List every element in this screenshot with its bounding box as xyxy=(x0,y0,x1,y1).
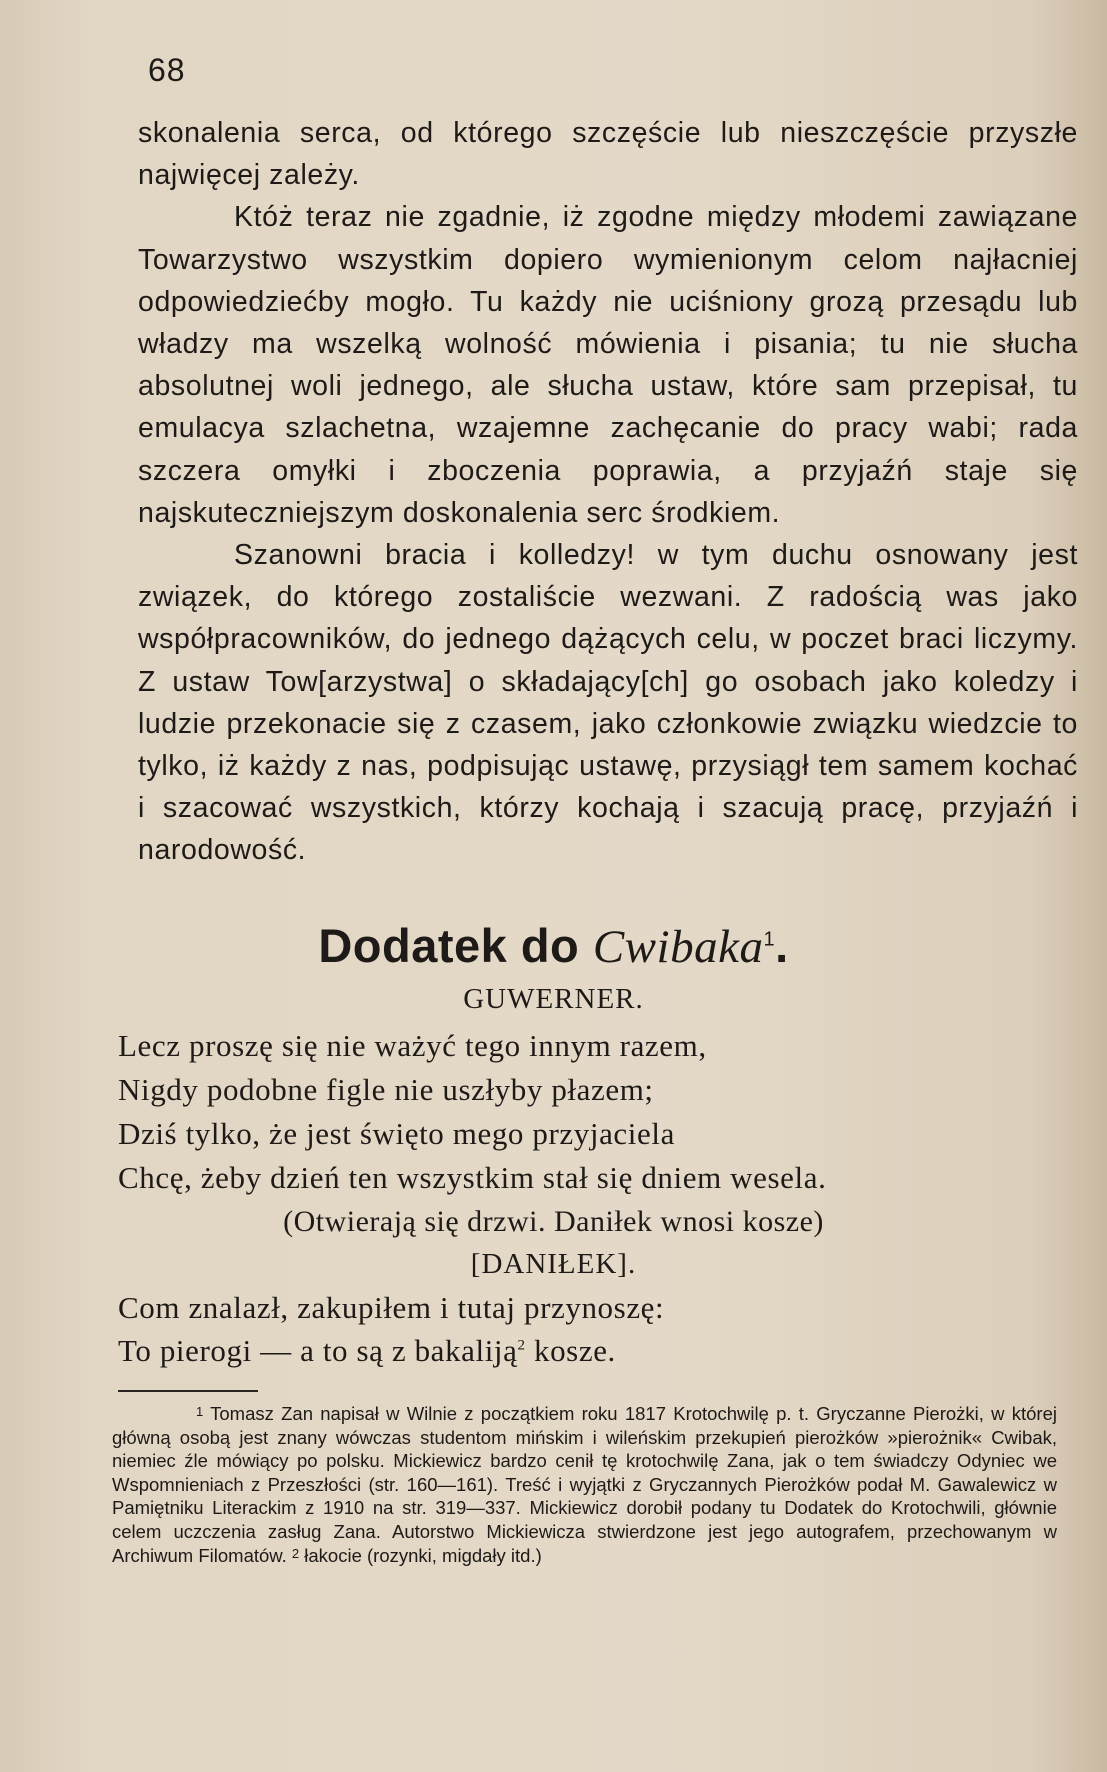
verse-line-6-start: To pierogi — a to są z bakaliją xyxy=(118,1333,518,1368)
footnotes xyxy=(112,1402,1057,1567)
speaker-guwerner: GUWERNER. xyxy=(463,983,644,1015)
footnote-2-text: łakocie (rozynki, migdały itd.) xyxy=(304,1544,542,1566)
verse-line-1: Lecz proszę się nie ważyć tego innym razem, xyxy=(118,1028,707,1063)
verse-line-6 xyxy=(118,1333,616,1369)
page-number: 68 xyxy=(148,52,186,88)
verse-line-3: Dziś tylko, że jest święto mego przyjaciela xyxy=(118,1116,675,1151)
footnote-1-text: Tomasz Zan napisał w Wilnie z początkiem roku 1817 Krotochwilę p. t. Gryczanne Pierożki, w której główną osobą jest znany wówczas studentom mińskim i wileńskim przekupień pierożków »pierożnik« Cwibak, niemiec źle mówiący po polsku. Mickiewicz bardzo cenił tę krotochwilę Zana, jak o tem świadczy Odyniec we Wspomnieniach z Przeszłości (str. 160—161). Treść i wyjątki z Gryczannych Pierożków podał M. Gawalewicz w Pamiętniku Literackim z 1910 na str. 319—337. Mickiewicz dorobił podany tu Dodatek do Krotochwili, głównie celem uczczenia zasług Zana. Autorstwo Mickiewicza stwierdzone jest jego autografem, przechowanym w Archiwum Filomatów. xyxy=(112,1403,1057,1566)
section-title-footnote-mark: 1 xyxy=(763,928,776,951)
section-title-italic: Cwibaka xyxy=(592,921,764,973)
stage-direction: (Otwierają się drzwi. Daniłek wnosi kosze) xyxy=(283,1205,824,1238)
verse-line-2: Nigdy podobne figle nie uszłyby płazem; xyxy=(118,1072,654,1107)
verse-line-6-footnote-mark: 2 xyxy=(517,1337,526,1354)
footnote-2-mark: 2 xyxy=(291,1545,300,1561)
paragraph-2: Któż teraz nie zgadnie, iż zgodne między młodemi zawiązane Towarzystwo wszystkim dopiero wymienionym celom najłacniej odpowiedziećby mogło. Tu każdy nie uciśniony grozą przesądu lub władzy ma wszelką wolność mówienia i pisania; tu nie słucha absolutnej woli jednego, ale słucha ustaw, które sam przepisał, tu emulacya szlachetna, wzajemne zachęcanie do pracy wabi; rada szczera omyłki i zboczenia poprawia, a przyjaźń staje się najskuteczniejszym doskonalenia serc środkiem. xyxy=(138,201,1078,529)
verse-line-5: Com znalazł, zakupiłem i tutaj przynoszę: xyxy=(118,1290,665,1325)
section-title-plain: Dodatek do xyxy=(318,919,593,972)
verse-line-6-end: kosze. xyxy=(525,1333,616,1368)
footnote-divider xyxy=(118,1390,258,1392)
section-title xyxy=(0,918,1107,974)
footnote-block xyxy=(112,1402,1057,1567)
footnote-1-mark: 1 xyxy=(196,1404,204,1419)
speaker-danilek: [DANIŁEK]. xyxy=(470,1248,637,1280)
section-title-end: . xyxy=(775,919,789,972)
paragraph-1: skonalenia serca, od którego szczęście lub nieszczęście przyszłe najwięcej zależy. xyxy=(138,117,1078,192)
paragraph-3: Szanowni bracia i kolledzy! w tym duchu osnowany jest związek, do którego zostaliście wezwani. Z radością was jako współpracowników, do jednego dążących celu, w poczet braci liczymy. Z ustaw Tow[arzystwa] o składający[ch] go osobach jako koledzy i ludzie przekonacie się z czasem, jako członkowie związku wiedzcie to tylko, iż każdy z nas, podpisując ustawę, przysiągł tem samem kochać i szacować wszystkich, którzy kochają i szacują pracę, przyjaźń i narodowość. xyxy=(138,539,1078,867)
verse-line-4: Chcę, żeby dzień ten wszystkim stał się dniem wesela. xyxy=(118,1160,827,1195)
body-text xyxy=(138,112,1078,872)
